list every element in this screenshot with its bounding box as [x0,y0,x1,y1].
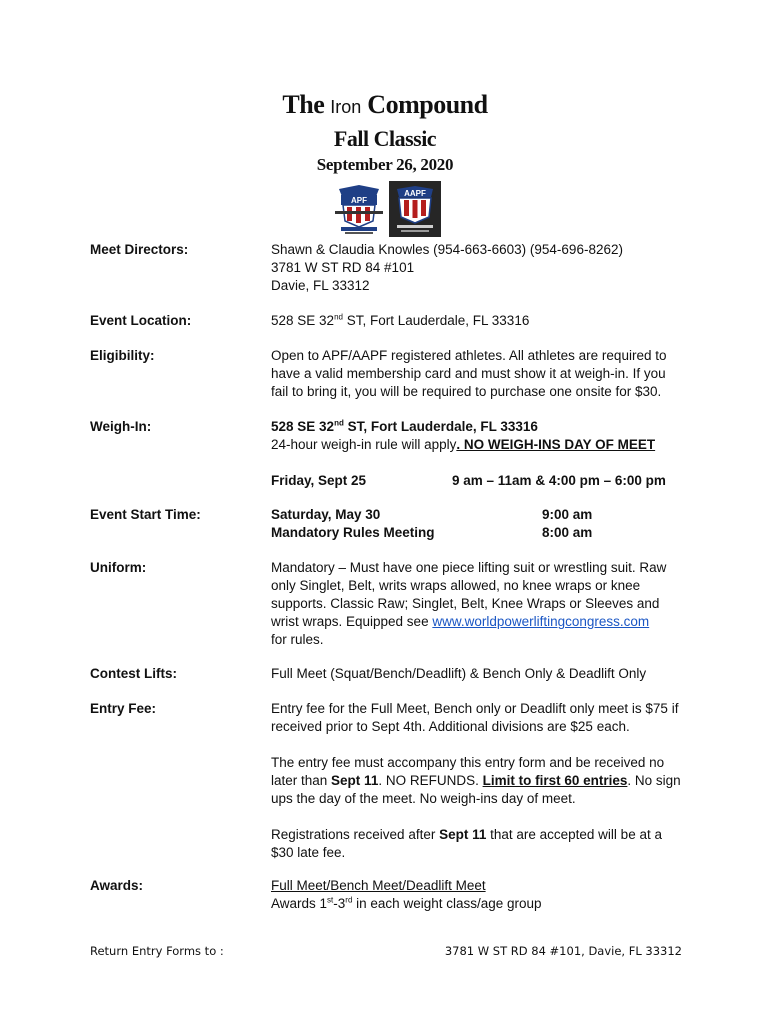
directors-street: 3781 W ST RD 84 #101 [271,260,415,275]
entry-fee-value [271,700,686,862]
apf-logo-icon [333,181,385,237]
start-time-label: Event Start Time: [90,507,201,522]
rules-meeting-time: 8:00 am [542,525,593,540]
directors-value [271,241,686,295]
weighin-times: 9 am – 11am & 4:00 pm – 6:00 pm [452,473,666,488]
contest-lifts-label: Contest Lifts: [90,666,177,681]
svg-text:APF: APF [351,196,367,205]
weighin-label: Weigh-In: [90,419,152,434]
eligibility-label: Eligibility: [90,348,155,363]
weighin-day: Friday, Sept 25 [271,473,367,488]
return-forms-address: 3781 W ST RD 84 #101, Davie, FL 33312 [444,944,682,958]
weighin-schedule [271,472,686,490]
weighin-address: 528 SE 32nd ST, Fort Lauderdale, FL 33316 [271,418,538,434]
awards-label: Awards: [90,878,144,893]
page-footer [90,944,682,960]
svg-text:AAPF: AAPF [404,189,426,198]
title-iron: Iron [330,97,362,117]
title-the: The [282,90,325,119]
start-day-time: 9:00 am [542,507,593,522]
directors-city: Davie, FL 33312 [271,278,370,293]
weighin-value [271,418,686,490]
awards-meets: Full Meet/Bench Meet/Deadlift Meet [271,878,486,893]
event-date: September 26, 2020 [316,155,454,174]
entry-fee-para-2: The entry fee must accompany this entry form and be received no later than Sept 11. NO REFUNDS. Limit to first 60 entries. No sign ups the day of the meet. No weigh-ins day of meet. [271,755,681,806]
rules-meeting: Mandatory Rules Meeting [271,525,435,540]
event-title [0,92,770,124]
directors-label: Meet Directors: [90,242,189,257]
uniform-label: Uniform: [90,560,147,575]
entry-fee-para-3: Registrations received after Sept 11 that are accepted will be at a $30 late fee. [271,827,662,860]
awards-places: Awards 1st-3rd in each weight class/age group [271,895,542,911]
directors-names: Shawn & Claudia Knowles (954-663-6603) (954-696-8262) [271,242,623,257]
start-day: Saturday, May 30 [271,507,381,522]
wpc-website-link[interactable]: www.worldpowerliftingcongress.com [432,614,650,629]
contest-lifts-value: Full Meet (Squat/Bench/Deadlift) & Bench Only & Deadlift Only [271,666,647,681]
start-time-value [271,506,686,542]
eligibility-value: Open to APF/AAPF registered athletes. All athletes are required to have a valid membership card and must show it at weigh-in. If you fail to bring it, you will be required to purchase one onsite for $30. [271,348,667,399]
event-subtitle: Fall Classic [333,126,437,151]
return-forms-label: Return Entry Forms to : [90,944,224,958]
location-label: Event Location: [90,313,192,328]
title-compound: Compound [367,90,488,119]
entry-fee-para-1: Entry fee for the Full Meet, Bench only or Deadlift only meet is $75 if received prior to Sept 4th. Additional divisions are $25 each. [271,701,679,734]
aapf-logo-icon [389,181,441,237]
document-header [0,92,770,178]
location-value: 528 SE 32nd ST, Fort Lauderdale, FL 33316 [271,312,530,328]
entry-fee-label: Entry Fee: [90,701,157,716]
weighin-rule: 24-hour weigh-in rule will apply. NO WEIGH-INS DAY OF MEET [271,437,656,452]
federation-logos [333,181,443,237]
uniform-value: Mandatory – Must have one piece lifting suit or wrestling suit. Raw only Singlet, Belt, writs wraps allowed, no knee wraps or knee supports. Classic Raw; Singlet, Belt, Knee Wraps or Sleeves and wrist wraps. Equipped see www.worldpowerliftingcongress.com for rules. [271,560,667,647]
awards-value [271,877,686,913]
